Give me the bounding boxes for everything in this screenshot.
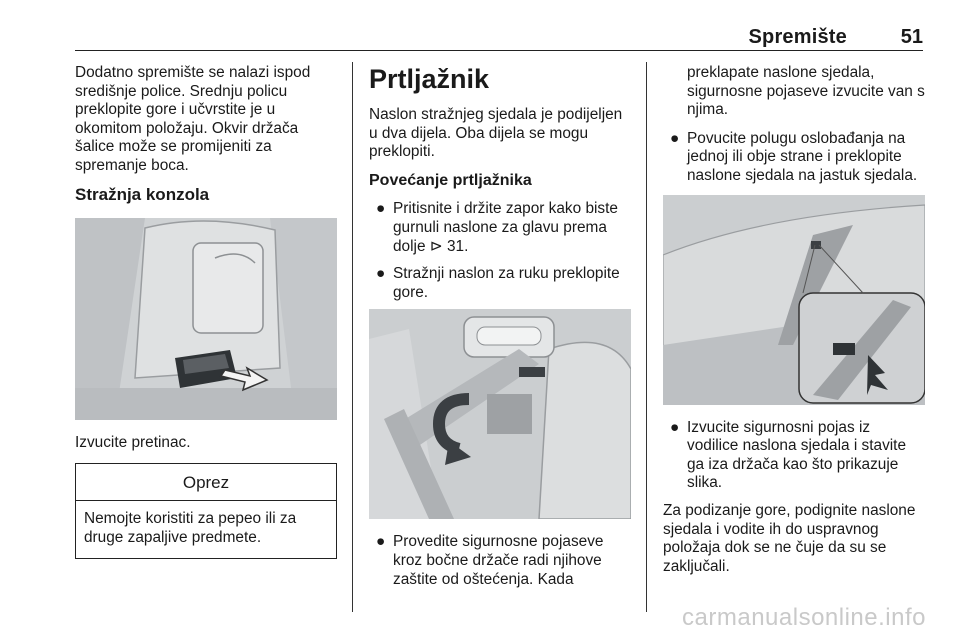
column-divider-left (352, 62, 353, 612)
bullet-icon: ● (376, 265, 386, 283)
list-item-text: Izvucite sigurnosni pojas iz vodilice naslona sjedala i stavite ga iza držača kao što prikazuje slika. (687, 418, 907, 492)
page-title: Spremište (748, 26, 847, 48)
list-item (369, 533, 633, 589)
list-item (663, 130, 925, 186)
caution-box (75, 463, 337, 559)
section-title: Prtljažnik (369, 64, 490, 94)
list-item (369, 200, 633, 256)
left-column (75, 64, 337, 559)
rear-console-heading: Stražnja konzola (75, 184, 210, 204)
list-item-text: Stražnji naslon za ruku preklopite gore. (393, 265, 620, 301)
column-divider-right (646, 62, 647, 612)
list-item-text: Provedite sigurnosne pojaseve kroz bočne držače radi njihove zaštite od oštećenja. Kada (393, 533, 604, 588)
continuation-text: preklapate naslone sjedala, sigurnosne pojaseve izvucite van s njima. (687, 64, 925, 119)
expand-luggage-heading: Povećanje prtljažnika (369, 171, 532, 189)
list-item (369, 265, 633, 302)
bullet-icon: ● (670, 129, 680, 147)
right-column (663, 64, 925, 586)
bullet-icon: ● (670, 418, 680, 436)
list-item (663, 419, 925, 493)
rear-console-illustration (75, 218, 337, 420)
page-header (75, 24, 923, 51)
list-item-text: Pritisnite i držite zapor kako biste gurnuli naslone za glavu prema dolje ⊳ 31. (393, 200, 618, 255)
luggage-intro-text: Naslon stražnjeg sjedala je podijeljen u dva dijela. Oba dijela se mogu preklopiti. (369, 106, 623, 161)
caution-title: Oprez (76, 464, 336, 502)
middle-column (369, 64, 633, 598)
storage-intro-text: Dodatno spremište se nalazi ispod središnje police. Srednju policu preklopite gore i učvrstite je u okomitom položaju. Okvir držača šalice može se promijeniti za spremanje boca. (75, 64, 311, 174)
bullet-icon: ● (376, 533, 386, 551)
armrest-illustration (369, 309, 631, 519)
rear-console-caption: Izvucite pretinac. (75, 434, 191, 452)
bullet-icon: ● (376, 200, 386, 218)
seatback-release-illustration (663, 195, 925, 405)
watermark: carmanualsonline.info (682, 604, 926, 631)
caution-text: Nemojte koristiti za pepeo ili za druge zapaljive predmete. (84, 510, 297, 546)
closing-text: Za podizanje gore, podignite naslone sjedala i vodite ih do uspravnog položaja dok se ne čuje da su se zaključali. (663, 501, 916, 575)
page-number: 51 (900, 26, 923, 48)
list-item-text: Povucite polugu oslobađanja na jednoj ili obje strane i preklopite naslone sjedala na jastuk sjedala. (687, 129, 918, 184)
